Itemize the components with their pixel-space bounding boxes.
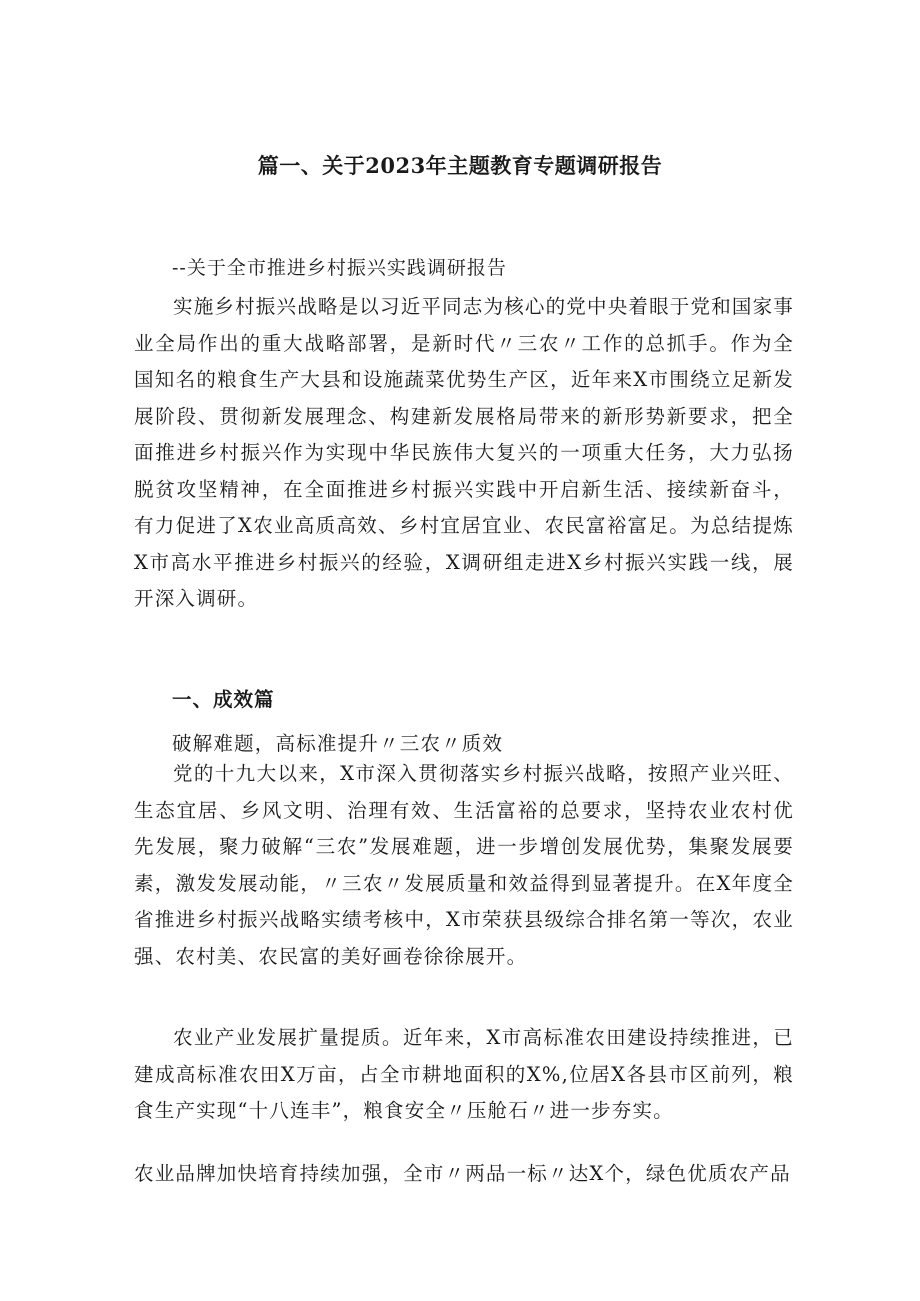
document-subtitle: --关于全市推进乡村振兴实践调研报告 (172, 257, 507, 279)
section-subheading: 破解难题，高标准提升〃三农〃质效 (172, 732, 504, 755)
body-paragraph-agriculture: 农业产业发展扩量提质。近年来，X市高标准农田建设持续推进，已建成高标准农田X万亩，占全市耕地面积的X%,位居X各县市区前列，粮食生产实现“十八连丰”，粮食安全〃压舱石〃进一步夯实。 (134, 1026, 794, 1122)
section-heading: 一、成效篇 (172, 688, 275, 711)
body-paragraph-brand: 农业品牌加快培育持续加强，全市〃两品一标〃达X个，绿色优质农产品 (134, 1162, 791, 1185)
intro-paragraph: 实施乡村振兴战略是以习近平同志为核心的党中央着眼于党和国家事业全局作出的重大战略部署，是新时代〃三农〃工作的总抓手。作为全国知名的粮食生产大县和设施蔬菜优势生产区，近年来X市围绕立足新发展阶段、贯彻新发展理念、构建新发展格局带来的新形势新要求，把全面推进乡村振兴作为实现中华民族伟大复兴的一项重大任务，大力弘扬脱贫攻坚精神，在全面推进乡村振兴实践中开启新生活、接续新奋斗，有力促进了X农业高质高效、乡村宜居宜业、农民富裕富足。为总结提炼X市高水平推进乡村振兴的经验，X调研组走进X乡村振兴实践一线，展开深入调研。 (134, 295, 795, 610)
body-paragraph-achievements: 党的十九大以来，X市深入贯彻落实乡村振兴战略，按照产业兴旺、生态宜居、乡风文明、治理有效、生活富裕的总要求，坚持农业农村优先发展，聚力破解“三农”发展难题，进一步增创发展优势，集聚发展要素，激发发展动能，〃三农〃发展质量和效益得到显著提升。在X年度全省推进乡村振兴战略实绩考核中，X市荣获县级综合排名第一等次，农业强、农村美、农民富的美好画卷徐徐展开。 (134, 762, 794, 968)
document-title: 篇一、关于2023年主题教育专题调研报告 (257, 153, 663, 178)
